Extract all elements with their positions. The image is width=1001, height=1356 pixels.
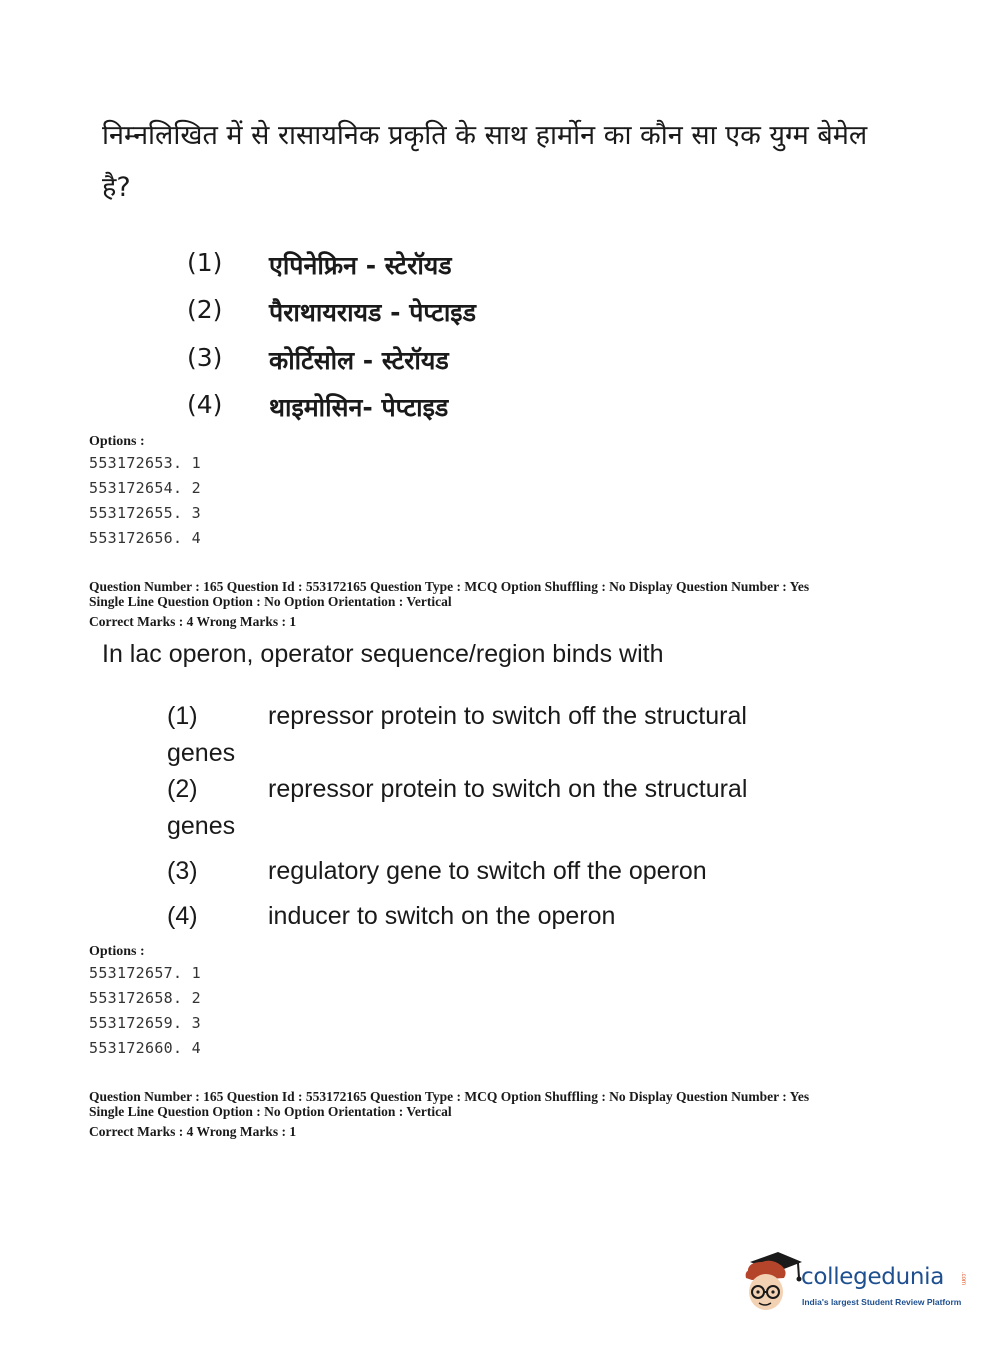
question-1-choice (187, 295, 787, 331)
choice-text: एपिनेफ्रिन - स्टेरॉयड (269, 251, 452, 280)
question-marks: Correct Marks : 4 Wrong Marks : 1 (89, 614, 297, 629)
question-2-choice (167, 902, 867, 932)
choice-text: कोर्टिसोल - स्टेरॉयड (269, 346, 449, 375)
options-label: Options : (89, 434, 145, 449)
choice-wrap-text: genes (167, 739, 236, 767)
logo-tagline: India's largest Student Review Platform (802, 1297, 962, 1307)
choice-number: (3) (167, 857, 198, 885)
question-meta-line: Question Number : 165 Question Id : 553172165 Question Type : MCQ Option Shuffling : No Display Question Number : Yes (89, 1089, 810, 1104)
choice-number: (2) (167, 775, 198, 803)
mascot-icon (742, 1248, 802, 1314)
question-marks: Correct Marks : 4 Wrong Marks : 1 (89, 1124, 297, 1139)
option-id: 553172657. 1 (89, 964, 201, 982)
question-1-text: निम्नलिखित में से रासायनिक प्रकृति के साथ हार्मोन का कौन सा एक युग्म बेमेल है? (102, 120, 868, 203)
question-1-choice (187, 390, 787, 426)
choice-text: repressor protein to switch on the structural (268, 775, 748, 803)
question-2-choice (167, 775, 867, 805)
option-id: 553172653. 1 (89, 454, 201, 472)
question-2-choice (167, 857, 867, 887)
choice-text: inducer to switch on the operon (268, 902, 616, 930)
option-id: 553172656. 4 (89, 529, 201, 547)
choice-wrap-text: genes (167, 812, 236, 840)
option-id: 553172660. 4 (89, 1039, 201, 1057)
question-1-choice (187, 248, 787, 284)
question-meta-line: Question Number : 165 Question Id : 553172165 Question Type : MCQ Option Shuffling : No Display Question Number : Yes (89, 579, 810, 594)
logo-dotcom: .com (960, 1272, 966, 1286)
option-id: 553172654. 2 (89, 479, 201, 497)
question-meta-line: Single Line Question Option : No Option Orientation : Vertical (89, 594, 452, 609)
logo-wordmark: collegedunia (801, 1264, 945, 1290)
choice-number: (3) (187, 343, 223, 372)
question-2-text: In lac operon, operator sequence/region binds with (102, 640, 664, 668)
choice-text: regulatory gene to switch off the operon (268, 857, 707, 885)
collegedunia-logo[interactable] (742, 1248, 972, 1318)
choice-number: (1) (167, 702, 198, 730)
choice-text: थाइमोसिन- पेप्टाइड (269, 393, 449, 422)
option-id: 553172659. 3 (89, 1014, 201, 1032)
options-label: Options : (89, 944, 145, 959)
choice-number: (4) (187, 390, 223, 419)
question-meta-line: Single Line Question Option : No Option Orientation : Vertical (89, 1104, 452, 1119)
option-id: 553172655. 3 (89, 504, 201, 522)
question-1-choice (187, 343, 787, 379)
choice-text: पैराथायरायड - पेप्टाइड (269, 298, 476, 327)
choice-number: (1) (187, 248, 223, 277)
choice-number: (4) (167, 902, 198, 930)
choice-number: (2) (187, 295, 223, 324)
option-id: 553172658. 2 (89, 989, 201, 1007)
choice-text: repressor protein to switch off the structural (268, 702, 747, 730)
question-2-choice (167, 702, 867, 732)
